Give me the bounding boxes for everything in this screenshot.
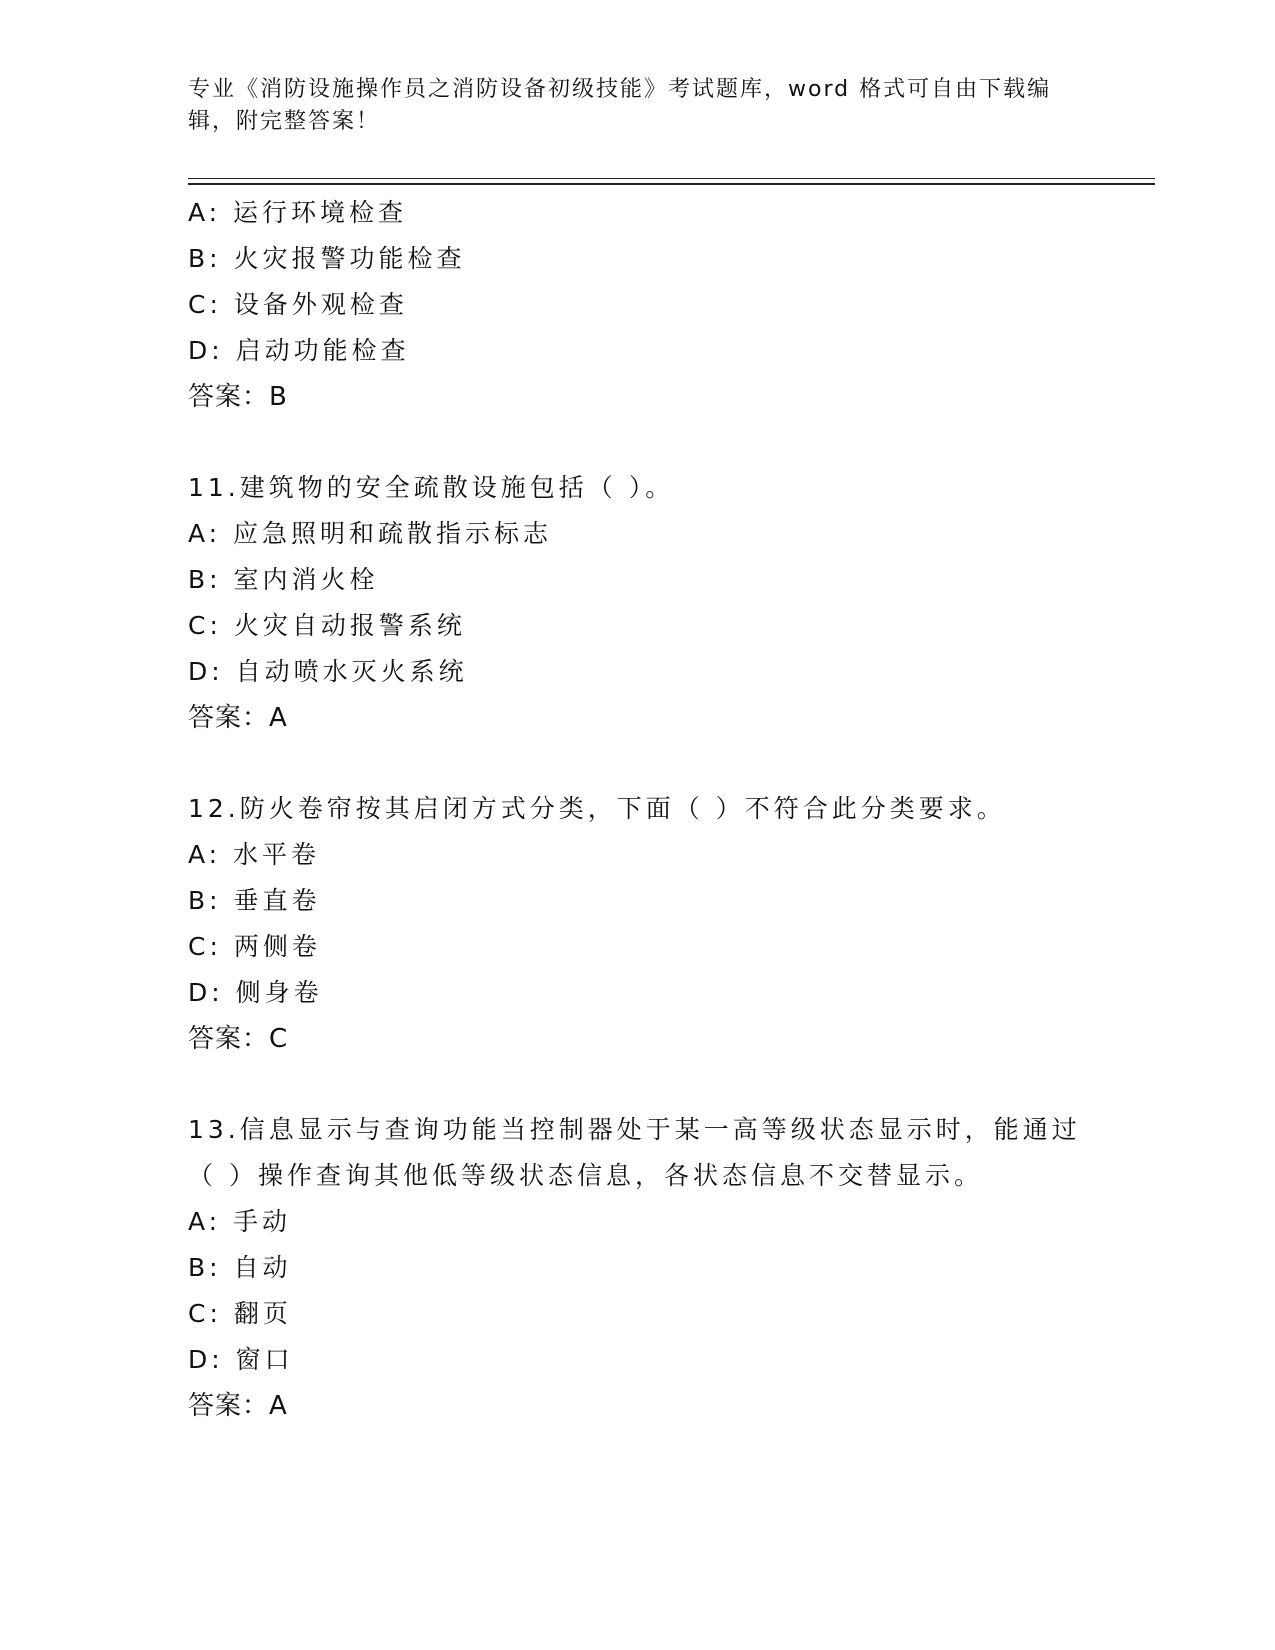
question-list [188,190,1088,1429]
option-a [188,190,1088,236]
option-d [188,1337,1088,1383]
option-letter: C: [188,290,222,319]
question-number: 11. [188,473,240,502]
option-b [188,878,1088,924]
option-a [188,1199,1088,1245]
option-a [188,832,1088,878]
answer-line [188,1016,1088,1062]
answer-label: 答案： [188,1024,270,1054]
answer-value: C [269,1024,289,1054]
option-c [188,1291,1088,1337]
option-text: 翻页 [233,1299,292,1328]
option-text: 运行环境检查 [233,198,408,227]
answer-line [188,374,1088,420]
option-text: 室内消火栓 [233,565,379,594]
answer-label: 答案： [188,703,270,733]
option-b [188,236,1088,282]
option-text: 手动 [233,1207,292,1236]
answer-line [188,695,1088,741]
question-text [188,465,1088,511]
partial-question [188,190,1088,420]
option-text: 窗口 [235,1345,294,1374]
option-a [188,511,1088,557]
option-letter: C: [188,932,222,961]
question-text-continued: （ ）操作查询其他低等级状态信息，各状态信息不交替显示。 [188,1161,983,1190]
option-d [188,328,1088,374]
option-text: 垂直卷 [233,886,321,915]
option-letter: B: [188,244,222,273]
option-letter: C: [188,611,222,640]
option-c [188,282,1088,328]
option-c [188,603,1088,649]
option-letter: A: [188,1207,222,1236]
option-d [188,649,1088,695]
answer-value: A [269,1391,288,1421]
question-text [188,1107,1088,1153]
option-letter: B: [188,1253,222,1282]
option-text: 应急照明和疏散指示标志 [233,519,553,548]
header-divider-thin [188,178,1155,179]
question-11 [188,465,1088,741]
header-line-2: 辑，附完整答案！ [188,109,381,134]
option-letter: B: [188,565,222,594]
option-c [188,924,1088,970]
option-b [188,1245,1088,1291]
question-line: 建筑物的安全疏散设施包括（ ）。 [239,473,675,502]
question-12 [188,786,1088,1062]
option-text: 自动喷水灭火系统 [235,657,468,686]
option-d [188,970,1088,1016]
question-13 [188,1107,1088,1429]
option-letter: A: [188,519,222,548]
answer-label: 答案： [188,382,270,412]
option-text: 两侧卷 [233,932,321,961]
option-letter: D: [188,336,224,365]
option-b [188,557,1088,603]
option-letter: C: [188,1299,222,1328]
option-letter: D: [188,657,224,686]
header-divider-thick [188,183,1155,185]
question-line: 防火卷帘按其启闭方式分类，下面（ ）不符合此分类要求。 [239,794,1006,823]
question-line: 信息显示与查询功能当控制器处于某一高等级状态显示时，能通过 [239,1115,1081,1144]
answer-value: A [269,703,288,733]
answer-label: 答案： [188,1391,270,1421]
answer-value: B [269,382,288,412]
option-text: 启动功能检查 [235,336,410,365]
document-header [188,74,1078,138]
option-letter: A: [188,198,222,227]
option-letter: B: [188,886,222,915]
header-line-1: 专业《消防设施操作员之消防设备初级技能》考试题库，word 格式可自由下载编 [188,77,1052,102]
option-text: 火灾报警功能检查 [233,244,466,273]
option-text: 设备外观检查 [233,290,408,319]
option-text: 自动 [233,1253,292,1282]
option-text: 水平卷 [233,840,321,869]
question-text [188,786,1088,832]
question-number: 13. [188,1115,240,1144]
option-text: 火灾自动报警系统 [233,611,466,640]
option-text: 侧身卷 [235,978,323,1007]
answer-line [188,1383,1088,1429]
question-number: 12. [188,794,240,823]
option-letter: D: [188,978,224,1007]
option-letter: A: [188,840,222,869]
option-letter: D: [188,1345,224,1374]
